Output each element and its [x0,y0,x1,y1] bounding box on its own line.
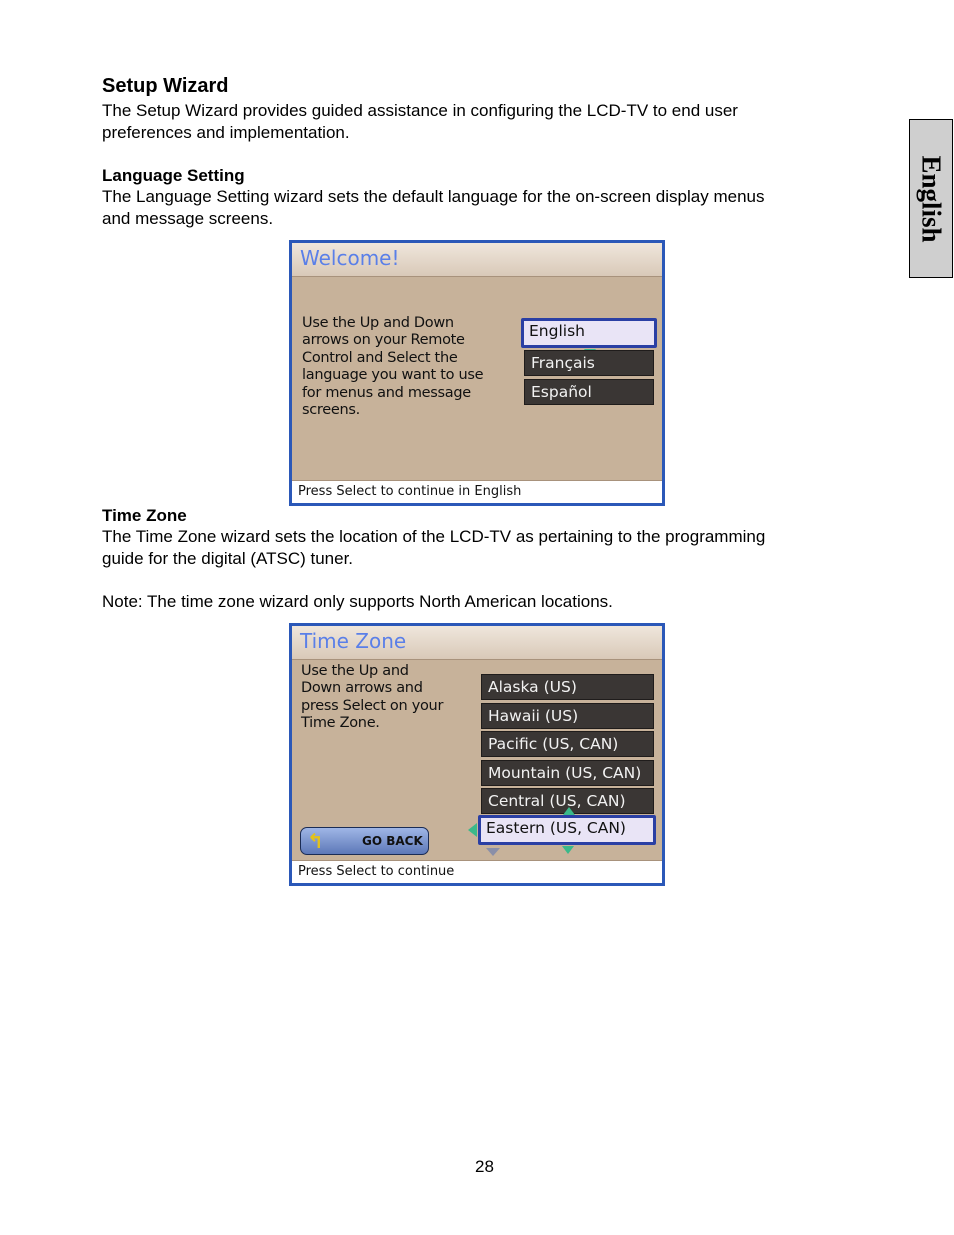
time-zone-screen [289,623,665,886]
return-arrow-icon: ↰ [307,829,324,853]
time-zone-description [102,526,842,570]
setup-body-line-1: The Setup Wizard provides guided assistance in configuring the LCD-TV to end user [102,101,738,120]
language-setting-heading: Language Setting [102,166,245,185]
scroll-up-arrow-icon [563,807,575,815]
time-zone-option-hawaii[interactable]: Hawaii (US) [481,703,654,729]
time-zone-heading: Time Zone [102,506,187,525]
language-option-espanol[interactable]: Español [524,379,654,405]
setup-wizard-heading: Setup Wizard [102,75,229,97]
time-zone-option-central[interactable]: Central (US, CAN) [481,788,654,814]
setup-body-line-2: preferences and implementation. [102,123,350,142]
scroll-left-arrow-icon [468,823,477,837]
setup-wizard-description [102,100,842,144]
time-zone-instruction-line: Time Zone. [301,715,380,732]
language-body-line-2: and message screens. [102,209,274,228]
welcome-instruction-line: Use the Up and Down [302,315,454,331]
page-number: 28 [475,1157,494,1176]
welcome-screen [289,240,665,506]
time-zone-instruction-line: press Select on your [301,697,444,714]
welcome-title-bar [292,243,662,277]
side-tab-label: English [916,154,947,243]
welcome-footer: Press Select to continue in English [292,480,662,503]
time-zone-instructions [301,663,481,733]
time-zone-title-bar [292,626,662,660]
welcome-instructions [302,315,502,419]
welcome-instruction-line: arrows on your Remote [302,332,465,349]
language-body-line-1: The Language Setting wizard sets the default language for the on-screen display menus [102,187,765,206]
welcome-instruction-line: for menus and message [302,384,471,401]
welcome-title: Welcome! [300,246,400,270]
welcome-instruction-line: language you want to use [302,367,484,384]
language-setting-description [102,186,842,230]
welcome-instruction-line: screens. [302,402,360,419]
time-zone-instruction-line: Use the Up and [301,663,409,679]
go-back-button[interactable] [300,827,429,855]
time-zone-option-alaska[interactable]: Alaska (US) [481,674,654,700]
time-zone-body-line-1: The Time Zone wizard sets the location of the LCD-TV as pertaining to the programming [102,527,766,546]
back-arrow-icon [486,848,500,856]
language-side-tab [909,119,953,278]
scroll-down-arrow-icon [562,846,574,854]
time-zone-note: Note: The time zone wizard only supports North American locations. [102,592,613,611]
go-back-label: GO BACK [362,834,423,848]
time-zone-option-mountain[interactable]: Mountain (US, CAN) [481,760,654,786]
welcome-instruction-line: Control and Select the [302,349,458,366]
language-option-francais[interactable]: Français [524,350,654,376]
language-option-english[interactable]: English [521,318,657,348]
time-zone-option-pacific[interactable]: Pacific (US, CAN) [481,731,654,757]
time-zone-option-eastern[interactable]: Eastern (US, CAN) [478,815,656,845]
time-zone-title: Time Zone [300,629,407,653]
time-zone-instruction-line: Down arrows and [301,680,423,697]
time-zone-body-line-2: guide for the digital (ATSC) tuner. [102,549,354,568]
time-zone-footer: Press Select to continue [292,860,662,883]
